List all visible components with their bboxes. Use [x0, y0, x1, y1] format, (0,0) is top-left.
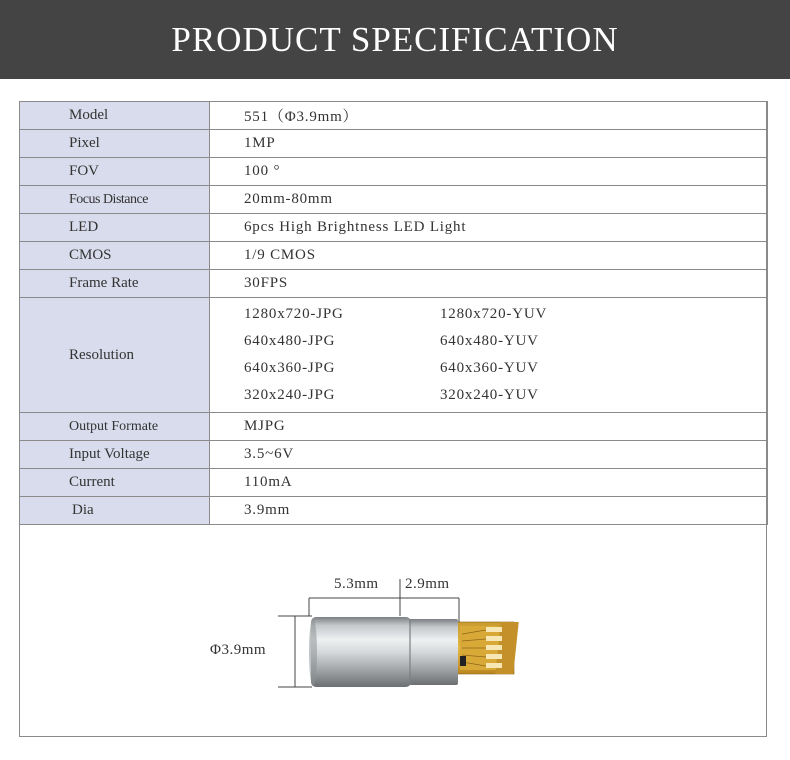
spec-label-input-voltage: Input Voltage [20, 441, 210, 469]
spec-value-model: 551（Φ3.9mm） [210, 102, 768, 130]
spec-label-current: Current [20, 469, 210, 497]
spec-value-input-voltage: 3.5~6V [210, 441, 768, 469]
spec-value-frame-rate: 30FPS [210, 270, 768, 298]
flex-cable-icon [456, 622, 519, 674]
spec-label-model: Model [20, 102, 210, 130]
spec-value-output-format: MJPG [210, 413, 768, 441]
resolution-item: 320x240-YUV [440, 387, 539, 403]
dimension-length-2: 2.9mm [405, 576, 450, 592]
spec-label-frame-rate: Frame Rate [20, 270, 210, 298]
resolution-item: 320x240-JPG [244, 387, 336, 403]
spec-value-fov: 100 ° [210, 158, 768, 186]
spec-value-dia: 3.9mm [210, 497, 768, 525]
resolution-item: 640x480-JPG [244, 333, 336, 349]
spec-value-focus-distance: 20mm-80mm [210, 186, 768, 214]
spec-label-led: LED [20, 214, 210, 242]
spec-label-fov: FOV [20, 158, 210, 186]
spec-value-current: 110mA [210, 469, 768, 497]
spec-label-cmos: CMOS [20, 242, 210, 270]
page-title: PRODUCT SPECIFICATION [171, 19, 619, 59]
resolution-item: 1280x720-YUV [440, 306, 548, 322]
spec-value-cmos: 1/9 CMOS [210, 242, 768, 270]
spec-label-dia: Dia [20, 497, 210, 525]
spec-label-pixel: Pixel [20, 130, 210, 158]
resolution-item: 640x360-YUV [440, 360, 539, 376]
spec-value-led: 6pcs High Brightness LED Light [210, 214, 768, 242]
resolution-item: 640x360-JPG [244, 360, 336, 376]
resolution-item: 640x480-YUV [440, 333, 539, 349]
spec-value-pixel: 1MP [210, 130, 768, 158]
spec-label-focus-distance: Focus Distance [20, 186, 210, 214]
dimension-length-1: 5.3mm [334, 576, 379, 592]
dimension-diameter: Φ3.9mm [210, 642, 267, 658]
camera-module-icon [309, 617, 458, 687]
spec-label-output-format: Output Formate [20, 413, 210, 441]
spec-label-resolution: Resolution [20, 298, 210, 413]
resolution-item: 1280x720-JPG [244, 306, 344, 322]
